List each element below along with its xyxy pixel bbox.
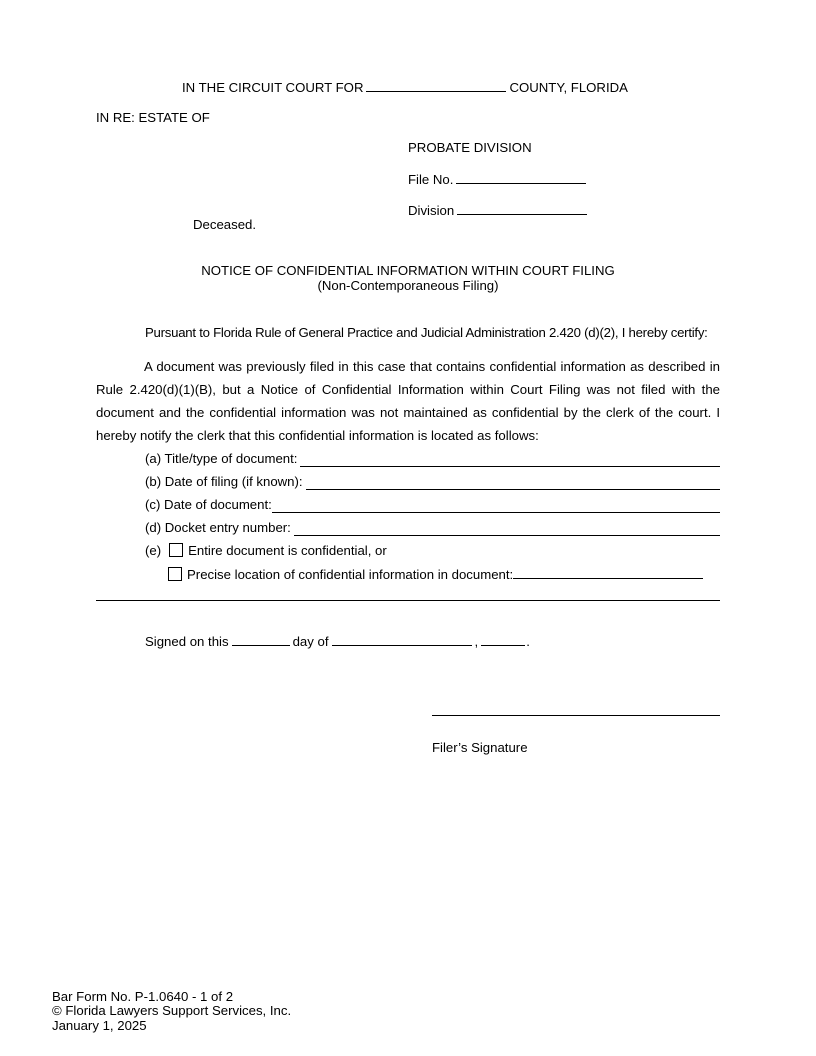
day-blank[interactable] xyxy=(232,633,290,646)
year-blank[interactable] xyxy=(481,633,525,646)
notice-title: NOTICE OF CONFIDENTIAL INFORMATION WITHIN COURT FILING xyxy=(201,263,615,278)
division-blank[interactable] xyxy=(457,202,587,215)
county-blank[interactable] xyxy=(366,79,506,92)
signed-on-label: Signed on this xyxy=(145,634,229,649)
item-date-filing xyxy=(145,474,720,490)
notice-subtitle: (Non-Contemporaneous Filing) xyxy=(317,278,499,293)
item-title-type xyxy=(145,451,720,467)
division-line xyxy=(408,202,590,219)
date-document-blank[interactable] xyxy=(272,500,720,513)
court-suffix: COUNTY, FLORIDA xyxy=(509,80,628,95)
footer-form-no: Bar Form No. P-1.0640 - 1 of 2 xyxy=(52,989,234,1004)
deceased-label: Deceased. xyxy=(193,217,257,232)
entire-document-label: Entire document is confidential, or xyxy=(188,543,387,558)
probate-division-label: PROBATE DIVISION xyxy=(408,140,532,155)
full-width-blank[interactable] xyxy=(96,600,720,601)
title-type-blank[interactable] xyxy=(300,454,720,467)
precise-location-blank[interactable] xyxy=(513,566,703,579)
item-e-option-precise xyxy=(168,566,706,583)
comma: , xyxy=(474,634,479,649)
item-a-label: (a) Title/type of document: xyxy=(145,451,298,466)
precise-location-label: Precise location of confidential information in document: xyxy=(187,567,514,582)
item-e-option-entire xyxy=(145,543,387,559)
item-date-document xyxy=(145,497,720,513)
month-blank[interactable] xyxy=(332,633,472,646)
item-e-label: (e) xyxy=(145,543,162,558)
item-b-label: (b) Date of filing (if known): xyxy=(145,474,303,489)
footer-copyright: © Florida Lawyers Support Services, Inc. xyxy=(52,1003,292,1018)
division-label: Division xyxy=(408,203,455,218)
item-c-label: (c) Date of document: xyxy=(145,497,272,512)
file-no-blank[interactable] xyxy=(456,171,586,184)
date-filing-blank[interactable] xyxy=(306,477,720,490)
certify-statement: Pursuant to Florida Rule of General Practice and Judicial Administration 2.420 (d)(2), I hereby certify: xyxy=(145,325,708,340)
filer-signature-label: Filer’s Signature xyxy=(432,740,528,755)
signed-on-line xyxy=(145,633,530,650)
period: . xyxy=(526,634,530,649)
file-no-label: File No. xyxy=(408,172,454,187)
item-d-label: (d) Docket entry number: xyxy=(145,520,291,535)
court-prefix: IN THE CIRCUIT COURT FOR xyxy=(182,80,364,95)
item-docket-entry xyxy=(145,520,720,536)
day-of-label: day of xyxy=(292,634,329,649)
in-re-label: IN RE: ESTATE OF xyxy=(96,110,210,125)
precise-location-checkbox[interactable] xyxy=(168,567,182,581)
notice-paragraph: A document was previously filed in this case that contains confidential information as described in Rule 2.420(d)(1)(B), but a Notice of Confidential Information within Court Filing was not filed with the document and the confidential information was not maintained as confidential by the clerk of the court. I hereby notify the clerk that this confidential information is located as follows: xyxy=(96,359,720,443)
entire-document-checkbox[interactable] xyxy=(169,543,183,557)
footer-date: January 1, 2025 xyxy=(52,1018,147,1033)
court-caption xyxy=(182,79,628,96)
file-no-line xyxy=(408,171,589,188)
signature-line[interactable] xyxy=(432,715,720,716)
docket-entry-blank[interactable] xyxy=(294,523,720,536)
